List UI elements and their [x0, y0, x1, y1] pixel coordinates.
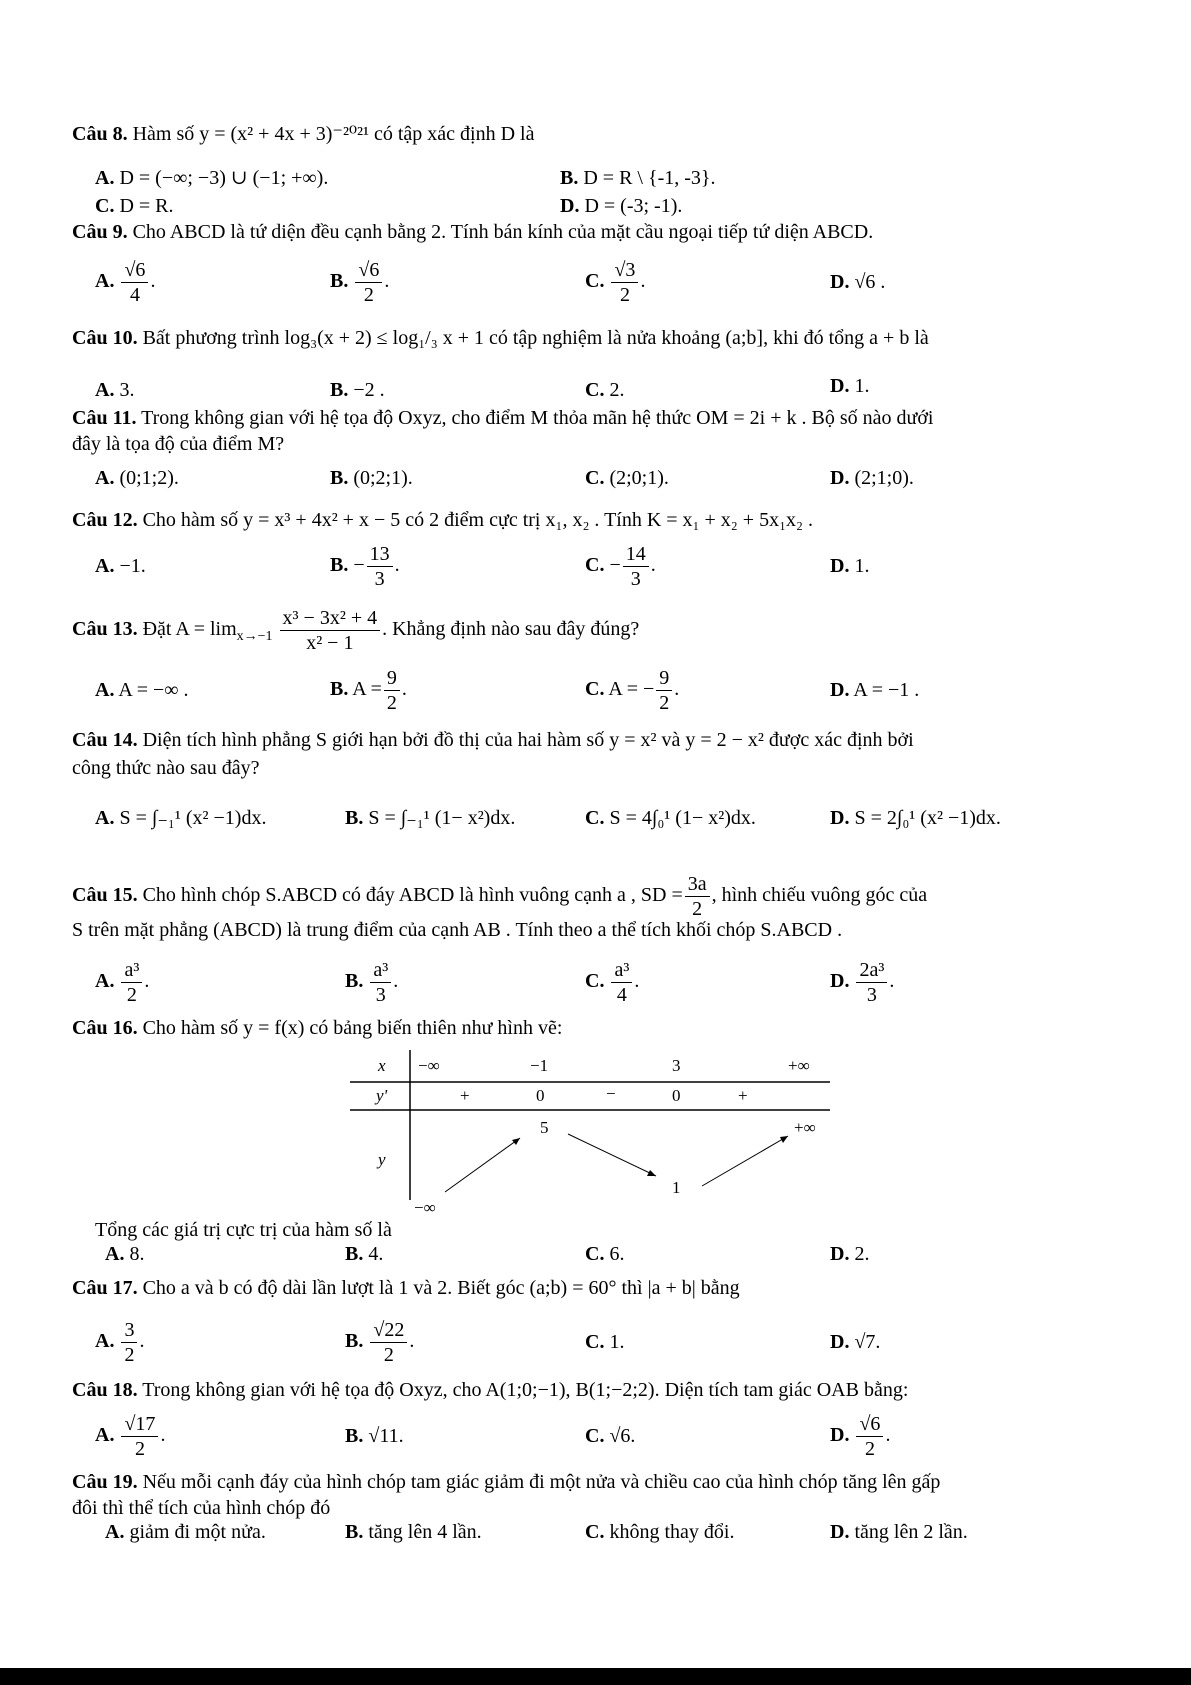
option-a[interactable]: A. S = ∫₋₁¹ (x² −1)dx. — [95, 807, 267, 829]
table-y-label: y — [378, 1150, 386, 1169]
fraction: $\frac{\text{2a³}}{3}$ — [856, 958, 887, 1007]
option-d[interactable]: D. $\frac{\text{2a³}}{3}$ . — [830, 959, 895, 1006]
option-d[interactable]: D. 1. — [830, 555, 870, 577]
table-y-value: 5 — [540, 1118, 549, 1137]
option-b[interactable]: B. (0;2;1). — [330, 467, 413, 489]
question-18 — [72, 1378, 1132, 1402]
option-d[interactable]: D. (2;1;0). — [830, 467, 914, 489]
question-13: Câu 13. Đặt $A = \lim_{x\to-1}$ $\frac{\text{x³ − 3x² + 4}}{\text{x² − 1}}$ . Khẳng định nào sau đây đúng? — [72, 607, 640, 654]
question-text: Trong không gian với hệ tọa độ Oxyz, cho A(1;0;−1), B(1;−2;2). Diện tích tam giác OAB bằng: — [142, 1379, 909, 1401]
option-d[interactable]: D. 1. — [830, 375, 870, 397]
table-x-label: x — [378, 1056, 386, 1075]
option-b[interactable]: B. − $\frac{13}{3}$ . — [330, 543, 400, 590]
option-d[interactable]: D. √7. — [830, 1331, 881, 1353]
question-11 — [72, 406, 1132, 430]
question-8 — [72, 122, 1132, 146]
option-a[interactable]: A. −1. — [95, 555, 146, 577]
question-number: Câu 12. — [72, 509, 138, 531]
question-15: Câu 15. Cho hình chóp S.ABCD có đáy ABCD là hình vuông cạnh a , SD = $\frac{3a}{2}$ , hình chiếu vuông góc của — [72, 873, 928, 920]
question-12 — [72, 508, 1132, 532]
question-number: Câu 15. — [72, 884, 138, 907]
question-11-line2: đây là tọa độ của điểm M? — [72, 433, 285, 455]
option-b[interactable]: B. 4. — [345, 1243, 384, 1265]
option-a[interactable]: A. (0;1;2). — [95, 467, 179, 489]
option-b[interactable]: B. $\frac{√6}{2}$ . — [330, 259, 390, 306]
fraction: $\frac{9}{2}$ — [384, 666, 400, 715]
question-number: Câu 18. — [72, 1379, 138, 1401]
table-sign: − — [606, 1084, 616, 1103]
table-x-value: +∞ — [788, 1056, 810, 1075]
fraction: $\frac{√17}{2}$ — [121, 1412, 158, 1461]
fraction: $\frac{√6}{2}$ — [856, 1412, 883, 1461]
fraction: $\frac{√6}{4}$ — [121, 258, 148, 307]
question-text: Cho a và b có độ dài lần lượt là 1 và 2. Biết góc (a;b) = 60° thì |a + b| bằng — [142, 1277, 740, 1299]
table-x-value: −∞ — [418, 1056, 440, 1075]
fraction: $\frac{√22}{2}$ — [370, 1318, 407, 1367]
fraction: $\frac{3a}{2}$ — [685, 872, 710, 921]
option-c[interactable]: C. 6. — [585, 1243, 625, 1265]
option-d[interactable]: D. $\frac{√6}{2}$ . — [830, 1413, 891, 1460]
option-c[interactable]: C. $\frac{√3}{2}$ . — [585, 259, 646, 306]
question-number: Câu 19. — [72, 1471, 138, 1493]
question-text: Nếu mỗi cạnh đáy của hình chóp tam giác giảm đi một nửa và chiều cao của hình chóp tăng lên gấp — [142, 1471, 941, 1493]
question-number: Câu 17. — [72, 1277, 138, 1299]
option-c[interactable]: C. S = 4∫₀¹ (1− x²)dx. — [585, 807, 756, 829]
question-text: Cho ABCD là tứ diện đều cạnh bằng 2. Tính bán kính của mặt cầu ngoại tiếp tứ diện ABCD. — [132, 221, 874, 243]
option-b[interactable]: B. S = ∫₋₁¹ (1− x²)dx. — [345, 807, 516, 829]
question-number: Câu 9. — [72, 221, 128, 243]
option-c[interactable]: C. D = R. — [95, 195, 174, 217]
question-number: Câu 13. — [72, 618, 138, 641]
option-a[interactable]: A. D = (−∞; −3) ∪ (−1; +∞). — [95, 167, 329, 189]
fraction: $\frac{√3}{2}$ — [611, 258, 638, 307]
option-a[interactable]: A. 3. — [95, 379, 135, 401]
option-b[interactable]: B. A = $\frac{9}{2}$ . — [330, 667, 407, 714]
fraction: $\frac{√6}{2}$ — [355, 258, 382, 307]
bottom-scan-bar — [0, 1668, 1191, 1685]
option-c[interactable]: C. − $\frac{14}{3}$ . — [585, 543, 656, 590]
fraction: $\frac{9}{2}$ — [656, 666, 672, 715]
table-sign: + — [738, 1086, 748, 1105]
option-c[interactable]: C. A = − $\frac{9}{2}$ . — [585, 667, 680, 714]
option-a[interactable]: A. $\frac{\text{a³}}{2}$ . — [95, 959, 150, 1006]
option-c[interactable]: C. không thay đổi. — [585, 1521, 735, 1543]
option-a[interactable]: A. $\frac{√6}{4}$ . — [95, 259, 156, 306]
table-sign: 0 — [672, 1086, 681, 1105]
option-c[interactable]: C. (2;0;1). — [585, 467, 669, 489]
question-text: Trong không gian với hệ tọa độ Oxyz, cho điểm M thỏa mãn hệ thức OM = 2i + k . Bộ số nào dưới — [141, 407, 934, 429]
question-number: Câu 11. — [72, 407, 137, 429]
question-9 — [72, 220, 1132, 244]
option-c[interactable]: C. $\frac{\text{a³}}{4}$ . — [585, 959, 640, 1006]
question-number: Câu 14. — [72, 729, 138, 751]
option-d[interactable]: D. S = 2∫₀¹ (x² −1)dx. — [830, 807, 1001, 829]
option-b[interactable]: B. √11. — [345, 1425, 404, 1447]
table-sign: + — [460, 1086, 470, 1105]
question-number: Câu 16. — [72, 1017, 138, 1039]
question-16 — [72, 1016, 1132, 1040]
question-17 — [72, 1276, 1132, 1300]
option-b[interactable]: B. tăng lên 4 lần. — [345, 1521, 482, 1543]
option-d[interactable]: D. tăng lên 2 lần. — [830, 1521, 968, 1543]
option-d[interactable]: D. √6 . — [830, 271, 886, 293]
option-c[interactable]: C. 1. — [585, 1331, 625, 1353]
question-15-line2: S trên mặt phẳng (ABCD) là trung điểm của cạnh AB . Tính theo a thể tích khối chóp S.ABCD . — [72, 919, 843, 941]
fraction: $\frac{3}{2}$ — [121, 1318, 137, 1367]
variation-table — [350, 1050, 830, 1230]
fraction: $\frac{\text{x³ − 3x² + 4}}{\text{x² − 1}}$ — [280, 606, 381, 655]
table-y-value: 1 — [672, 1178, 681, 1197]
table-yprime-label: y' — [376, 1086, 388, 1105]
question-19 — [72, 1470, 1132, 1494]
fraction: $\frac{13}{3}$ — [367, 542, 393, 591]
table-x-value: −1 — [530, 1056, 549, 1075]
question-14 — [72, 728, 1132, 752]
option-a[interactable]: A. $\frac{3}{2}$ . — [95, 1319, 145, 1366]
option-c[interactable]: C. √6. — [585, 1425, 636, 1447]
fraction: $\frac{\text{a³}}{3}$ — [370, 958, 391, 1007]
question-text: Hàm số y = (x² + 4x + 3)⁻²⁰²¹ có tập xác định D là — [132, 123, 535, 145]
table-y-value: +∞ — [794, 1118, 816, 1137]
option-c[interactable]: C. 2. — [585, 379, 625, 401]
question-text: Cho hàm số y = x³ + 4x² + x − 5 có 2 điểm cực trị x₁, x₂ . Tính K = x₁ + x₂ + 5x₁x₂ . — [142, 509, 814, 531]
option-a[interactable]: A. 8. — [105, 1243, 145, 1265]
question-14-line2: công thức nào sau đây? — [72, 757, 260, 779]
option-a[interactable]: A. giảm đi một nửa. — [105, 1521, 266, 1543]
option-b[interactable]: B. $\frac{\text{a³}}{3}$ . — [345, 959, 399, 1006]
question-text: Bất phương trình log₃(x + 2) ≤ log₁/₃ x + 1 có tập nghiệm là nửa khoảng (a;b], khi đó tổng a + b là — [142, 327, 929, 349]
fraction: $\frac{\text{a³}}{2}$ — [121, 958, 142, 1007]
table-sign: 0 — [536, 1086, 545, 1105]
question-number: Câu 8. — [72, 123, 128, 145]
option-d[interactable]: D. 2. — [830, 1243, 870, 1265]
option-a[interactable]: A. $\frac{√17}{2}$ . — [95, 1413, 166, 1460]
option-b[interactable]: B. D = R \ {-1, -3}. — [560, 167, 716, 189]
fraction: $\frac{14}{3}$ — [623, 542, 649, 591]
table-y-value: −∞ — [414, 1198, 436, 1217]
option-a[interactable]: A. A = −∞ . — [95, 679, 189, 701]
question-text: Cho hàm số y = f(x) có bảng biến thiên như hình vẽ: — [142, 1017, 563, 1039]
option-d[interactable]: D. A = −1 . — [830, 679, 920, 701]
option-b[interactable]: B. $\frac{√22}{2}$ . — [345, 1319, 415, 1366]
question-10 — [72, 326, 1132, 350]
question-number: Câu 10. — [72, 327, 138, 349]
fraction: $\frac{\text{a³}}{4}$ — [611, 958, 632, 1007]
question-16-line2: Tổng các giá trị cực trị của hàm số là — [95, 1219, 392, 1241]
question-text: Diện tích hình phẳng S giới hạn bởi đồ thị của hai hàm số y = x² và y = 2 − x² được xác định bởi — [142, 729, 914, 751]
table-x-value: 3 — [672, 1056, 681, 1075]
question-19-line2: đôi thì thể tích của hình chóp đó — [72, 1497, 331, 1519]
option-d[interactable]: D. D = (-3; -1). — [560, 195, 683, 217]
option-b[interactable]: B. −2 . — [330, 379, 385, 401]
